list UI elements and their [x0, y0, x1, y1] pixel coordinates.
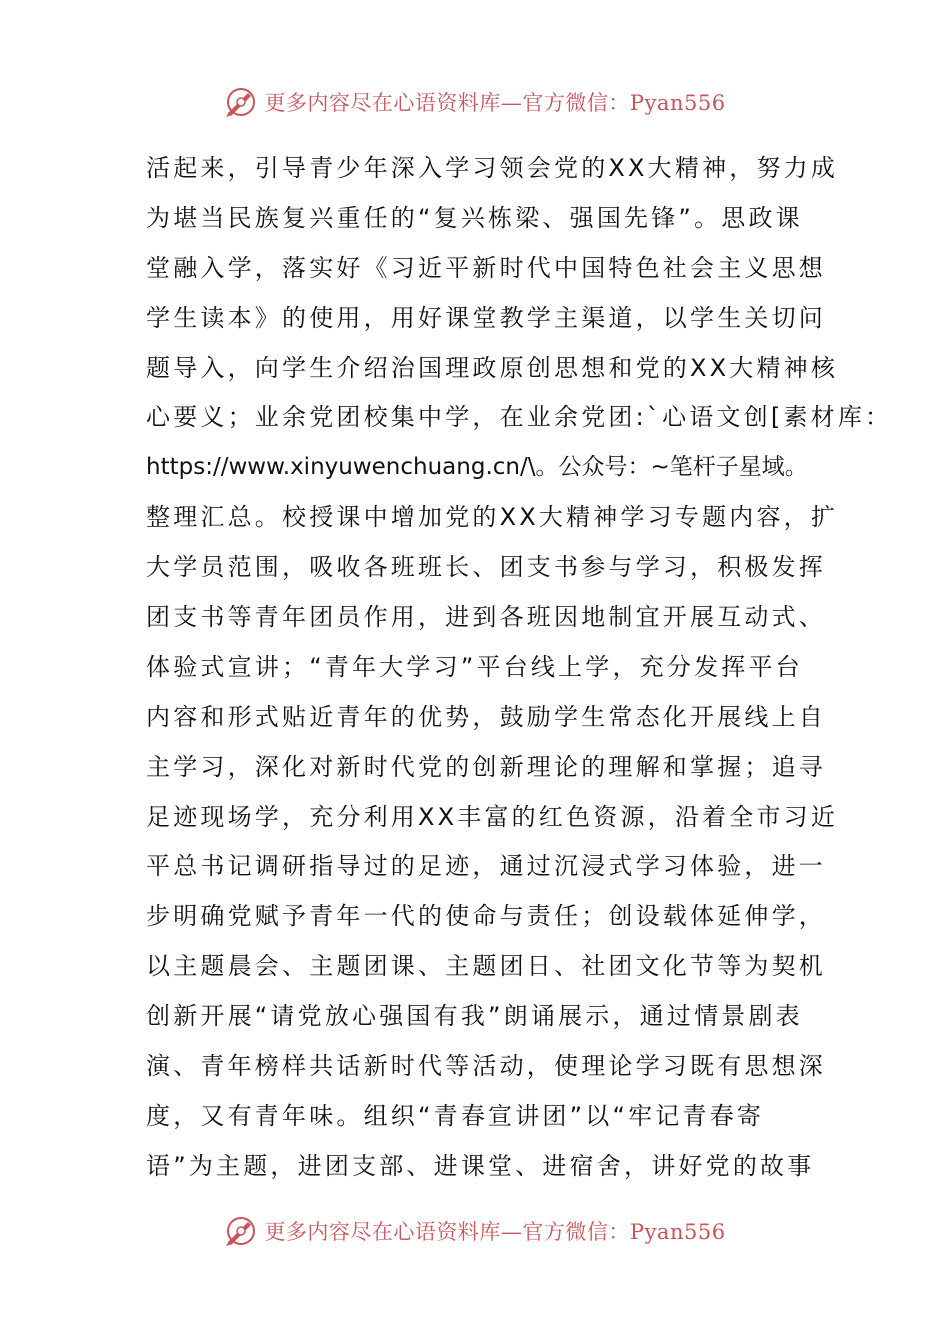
footer-banner-text: 更多内容尽在心语资料库—官方微信：Pyan556: [264, 1220, 726, 1244]
body-line-6: 心要义；业余党团校集中学，在业余党团:`心语文创[素材库：: [146, 403, 893, 432]
body-line-8: 整理汇总。校授课中增加党的XX大精神学习专题内容，扩: [146, 503, 839, 532]
body-line-5: 题导入，向学生介绍治国理政原创思想和党的XX大精神核: [146, 353, 839, 382]
body-line-9: 大学员范围，吸收各班班长、团支书参与学习，积极发挥: [146, 553, 826, 582]
body-line-1: 活起来，引导青少年深入学习领会党的XX大精神，努力成: [146, 154, 839, 182]
body-line-20: 度，又有青年味。组织“青春宣讲团”以“牢记青春寄: [146, 1101, 765, 1130]
body-line-4: 学生读本》的使用，用好课堂教学主渠道，以学生关切问: [146, 303, 826, 332]
body-line-3: 堂融入学，落实好《习近平新时代中国特色社会主义思想: [146, 253, 826, 282]
body-line-21: 语”为主题，进团支部、进课堂、进宿舍，讲好党的故事: [146, 1151, 815, 1180]
pen-circle-logo-icon: [224, 85, 258, 119]
pen-circle-logo-icon: [224, 1214, 258, 1248]
body-line-14: 足迹现场学，充分利用XX丰富的红色资源，沿着全市习近: [146, 802, 839, 831]
header-banner-text: 更多内容尽在心语资料库—官方微信：Pyan556: [264, 91, 726, 115]
body-line-10: 团支书等青年团员作用，进到各班因地制宜开展互动式、: [146, 603, 826, 632]
body-line-16: 步明确党赋予青年一代的使命与责任；创设载体延伸学，: [146, 902, 826, 931]
body-line-15: 平总书记调研指导过的足迹，通过沉浸式学习体验，进一: [146, 852, 826, 881]
body-line-18: 创新开展“请党放心强国有我”朗诵展示，通过情景剧表: [146, 1002, 803, 1031]
header-banner: [0, 80, 950, 124]
body-line-17: 以主题晨会、主题团课、主题团日、社团文化节等为契机: [146, 952, 826, 981]
document-body: [146, 144, 893, 1192]
body-line-13: 主学习，深化对新时代党的创新理论的理解和掌握；追寻: [146, 752, 826, 781]
body-line-2: 为堪当民族复兴重任的“复兴栋梁、强国先锋”。思政课: [146, 203, 803, 232]
body-line-7: https://www.xinyuwenchuang.cn/\。公众号：~笔杆子星域。: [146, 454, 808, 481]
body-line-11: 体验式宣讲；“青年大学习”平台线上学，充分发挥平台: [146, 652, 803, 681]
body-line-12: 内容和形式贴近青年的优势，鼓励学生常态化开展线上自: [146, 702, 826, 731]
body-line-19: 演、青年榜样共话新时代等活动，使理论学习既有思想深: [146, 1052, 826, 1081]
footer-banner: [0, 1209, 950, 1253]
